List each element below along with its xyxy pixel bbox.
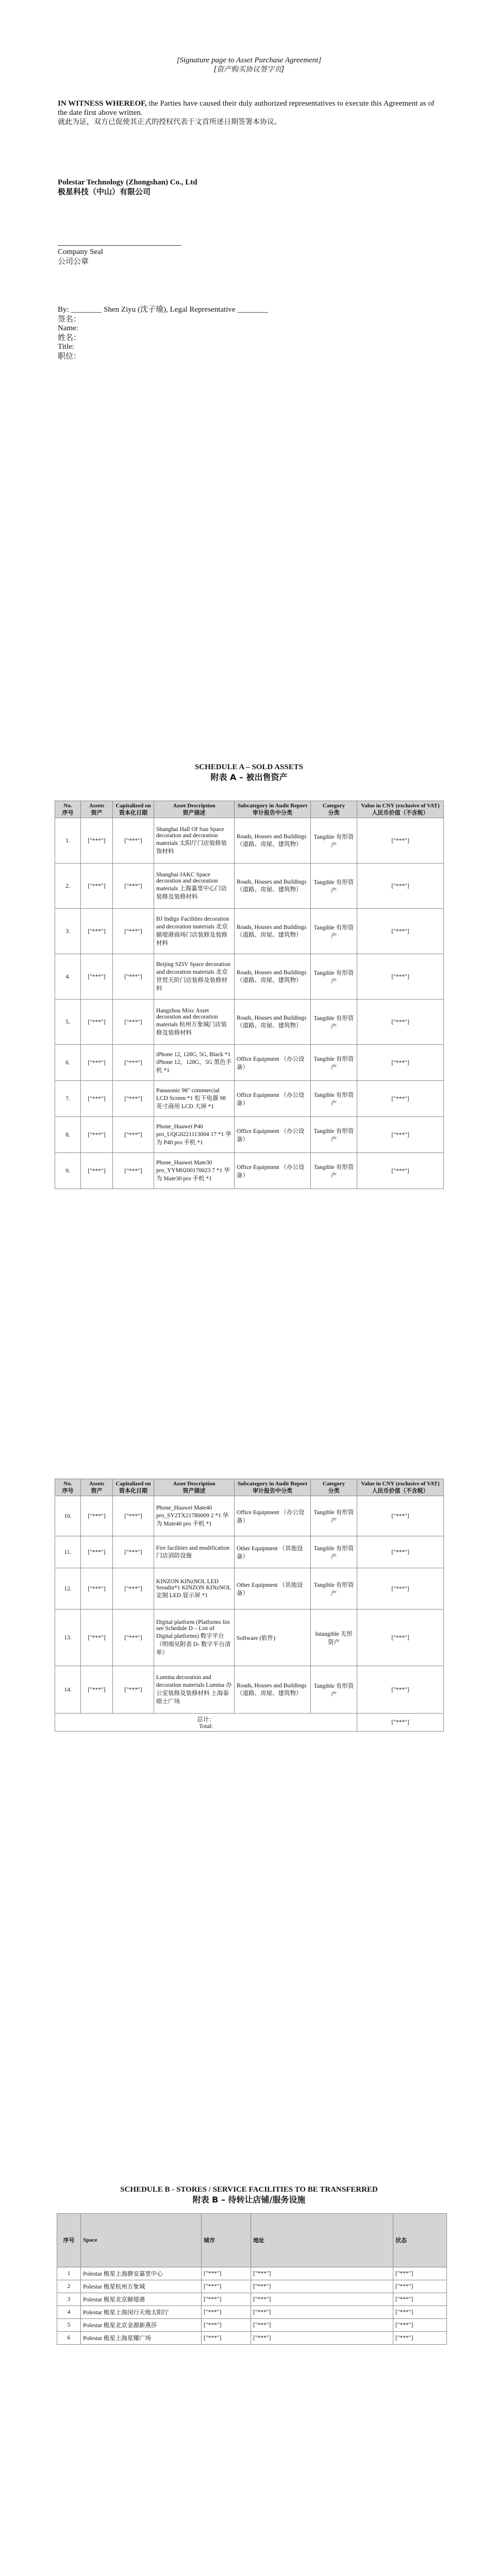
row-city: ["***"]: [202, 2267, 251, 2280]
row-no: 12.: [55, 1568, 81, 1609]
party-name-cn: 极星科技（中山）有限公司: [58, 187, 151, 196]
row-address: ["***"]: [251, 2306, 393, 2319]
row-subcategory: Software (软件): [235, 1609, 311, 1666]
row-category: Tangible 有形资产: [311, 1117, 357, 1153]
row-no: 6.: [55, 1045, 81, 1081]
row-city: ["***"]: [202, 2293, 251, 2306]
row-description: Shanghai JAKC Space decoration and decoration materials 上海嘉里中心门店装修及装修材料: [154, 863, 235, 909]
table-row: [55, 999, 444, 1045]
table-row: [55, 1609, 444, 1666]
seal-line: [58, 245, 181, 246]
table-row: [55, 818, 444, 863]
row-subcategory: Roads, Houses and Buildings （道路、房屋、建筑物）: [235, 1666, 311, 1714]
row-category: Tangible 有形资产: [311, 999, 357, 1045]
row-asset: ["***"]: [81, 1496, 113, 1536]
row-capitalized: ["***"]: [113, 818, 154, 863]
by-line: By: ________ Shen Ziyu (沈子瑜), Legal Representative ________: [58, 306, 269, 314]
row-category: Tangible 有形资产: [311, 1666, 357, 1714]
witness-clause: [58, 99, 439, 127]
witness-lead: IN WITNESS WHEREOF,: [58, 99, 147, 108]
row-asset: ["***"]: [81, 1536, 113, 1568]
row-capitalized: ["***"]: [113, 1536, 154, 1568]
row-asset: ["***"]: [81, 909, 113, 954]
row-subcategory: Office Equipment （办公设备）: [235, 1045, 311, 1081]
row-subcategory: Office Equipment （办公设备）: [235, 1117, 311, 1153]
row-description: KINZON KINzNOL LED Sreadin*1 KINZON KINzNOL 定制 LED 显示屏 *1: [154, 1568, 235, 1609]
schedule-b-title: [0, 2184, 498, 2205]
row-space: Polestar 极星上海星耀广场: [81, 2332, 202, 2345]
row-category: Tangible 有形资产: [311, 909, 357, 954]
total-row: [55, 1714, 444, 1732]
row-no: 7.: [55, 1081, 81, 1117]
row-no: 9.: [55, 1153, 81, 1189]
company-seal-en: Company Seal: [58, 248, 103, 256]
header-category: Category 分类: [311, 801, 357, 818]
title-label-cn: 职位：: [58, 351, 81, 361]
company-seal: [58, 247, 103, 266]
row-category: Tangible 有形资产: [311, 954, 357, 999]
table-row: [57, 2319, 447, 2332]
row-value: ["***"]: [357, 1609, 444, 1666]
row-asset: ["***"]: [81, 999, 113, 1045]
row-subcategory: Other Equipment （其他设备）: [235, 1568, 311, 1609]
row-value: ["***"]: [357, 1117, 444, 1153]
row-category: Tangible 有形资产: [311, 1045, 357, 1081]
row-asset: ["***"]: [81, 954, 113, 999]
schedule-a-title-cn: 附表 A – 被出售资产: [210, 772, 288, 782]
row-capitalized: ["***"]: [113, 1081, 154, 1117]
row-description: Digital platform (Platforms list see Schedule D – List of Digital platforms) 数字平台（明细见附表 D- 数字平台清单）: [154, 1609, 235, 1666]
row-description: Hangzhou Mixc Asset decoration and decoration materials 杭州万象城门店装修及装修材料: [154, 999, 235, 1045]
table-row: [55, 1666, 444, 1714]
party-name-en: Polestar Technology (Zhongshan) Co., Ltd: [58, 178, 197, 187]
row-value: ["***"]: [357, 954, 444, 999]
name-label: Name:: [58, 324, 78, 332]
row-asset: ["***"]: [81, 1666, 113, 1714]
schedule-a-header-row: [55, 801, 444, 818]
row-value: ["***"]: [357, 1568, 444, 1609]
sign-label-cn: 签名：: [58, 314, 81, 324]
table-row: [55, 1117, 444, 1153]
header-capitalized: Capitalized on 资本化日期: [113, 1479, 154, 1496]
schedule-a-table: [55, 801, 444, 1189]
header-description: Asset Description 资产描述: [154, 1479, 235, 1496]
table-row: [55, 1536, 444, 1568]
row-description: Lumina decoration and decoration materials Lumina 办公室装修及装修材料 上海泰晤士广场: [154, 1666, 235, 1714]
table-row: [55, 954, 444, 999]
row-no: 1.: [55, 818, 81, 863]
row-city: ["***"]: [202, 2280, 251, 2293]
row-value: ["***"]: [357, 1153, 444, 1189]
row-address: ["***"]: [251, 2267, 393, 2280]
row-address: ["***"]: [251, 2293, 393, 2306]
title-label: Title:: [58, 343, 74, 351]
table-row: [55, 1081, 444, 1117]
row-value: ["***"]: [357, 818, 444, 863]
row-category: Tangible 有形资产: [311, 1568, 357, 1609]
header-assets: Assets 资产: [81, 801, 113, 818]
row-description: Fire facilities and modification 门店消防设施: [154, 1536, 235, 1568]
row-description: Shanghai Hall Of Sun Space decoration and decoration materials 太阳厅门店装修装饰材料: [154, 818, 235, 863]
header-address: 地址: [251, 2214, 393, 2267]
row-capitalized: ["***"]: [113, 863, 154, 909]
row-value: ["***"]: [357, 1496, 444, 1536]
row-space: Polestar 极星杭州万象城: [81, 2280, 202, 2293]
header-subcategory: Subcategory in Audit Report 审计报告中分类: [235, 801, 311, 818]
row-no: 10.: [55, 1496, 81, 1536]
row-subcategory: Roads, Houses and Buildings （道路、房屋、建筑物）: [235, 863, 311, 909]
row-description: Phone_Huawei Mate40 pro_SY2TX21780009 2 *1 华为 Mate40 pro 手机 *1: [154, 1496, 235, 1536]
schedule-b-title-en: SCHEDULE B - STORES / SERVICE FACILITIES TO BE TRANSFERRED: [120, 2185, 378, 2194]
header-status: 状态: [393, 2214, 447, 2267]
signature-page-title-en: [Signature page to Asset Purchase Agreement]: [176, 56, 322, 64]
row-no: 5: [57, 2319, 81, 2332]
schedule-a-header-row: [55, 1479, 444, 1496]
row-value: ["***"]: [357, 999, 444, 1045]
row-capitalized: ["***"]: [113, 1609, 154, 1666]
row-no: 13.: [55, 1609, 81, 1666]
row-subcategory: Office Equipment （办公设备）: [235, 1496, 311, 1536]
row-description: BJ Indigo Facilities decoration and decoration materials 北京颐堤港商场门店装修及装修材料: [154, 909, 235, 954]
row-capitalized: ["***"]: [113, 1153, 154, 1189]
row-asset: ["***"]: [81, 1117, 113, 1153]
table-row: [57, 2306, 447, 2319]
row-no: 11.: [55, 1536, 81, 1568]
header-space: Space: [81, 2214, 202, 2267]
row-asset: ["***"]: [81, 1609, 113, 1666]
header-no: No. 序号: [55, 801, 81, 818]
header-assets: Assets 资产: [81, 1479, 113, 1496]
row-capitalized: ["***"]: [113, 1117, 154, 1153]
row-asset: ["***"]: [81, 1081, 113, 1117]
row-value: ["***"]: [357, 1666, 444, 1714]
row-capitalized: ["***"]: [113, 1045, 154, 1081]
row-category: Tangible 有形资产: [311, 1536, 357, 1568]
row-subcategory: Office Equipment （办公设备）: [235, 1153, 311, 1189]
row-city: ["***"]: [202, 2306, 251, 2319]
row-capitalized: ["***"]: [113, 954, 154, 999]
party-name: [58, 178, 197, 196]
table-row: [55, 863, 444, 909]
row-address: ["***"]: [251, 2319, 393, 2332]
row-category: Tangible 有形资产: [311, 1496, 357, 1536]
header-capitalized: Capitalized on 资本化日期: [113, 801, 154, 818]
row-value: ["***"]: [357, 909, 444, 954]
row-category: Tangible 有形资产: [311, 1153, 357, 1189]
row-subcategory: Other Equipment （其他设备）: [235, 1536, 311, 1568]
row-capitalized: ["***"]: [113, 1496, 154, 1536]
row-no: 3: [57, 2293, 81, 2306]
header-city: 城市: [202, 2214, 251, 2267]
witness-text-cn: 就此为证，双方已促使其正式的授权代表于文首所述日期签署本协议。: [58, 118, 281, 126]
row-category: Intangible 无形资产: [311, 1609, 357, 1666]
row-asset: ["***"]: [81, 1568, 113, 1609]
table-row: [57, 2332, 447, 2345]
row-capitalized: ["***"]: [113, 1666, 154, 1714]
row-no: 4.: [55, 954, 81, 999]
row-value: ["***"]: [357, 1045, 444, 1081]
schedule-b-header-row: [57, 2214, 447, 2267]
row-status: ["***"]: [393, 2319, 447, 2332]
table-row: [55, 1496, 444, 1536]
row-status: ["***"]: [393, 2267, 447, 2280]
row-space: Polestar 极星上海静安嘉里中心: [81, 2267, 202, 2280]
row-description: Phone_Huawei Mate30 pro_YYM0200170023 7 *1 华为 Mate30 pro 手机 *1: [154, 1153, 235, 1189]
row-address: ["***"]: [251, 2280, 393, 2293]
row-description: Beijing SZIV Space decoration and decoration materials 北京世贸天阶门店装修及装修材料: [154, 954, 235, 999]
table-row: [57, 2267, 447, 2280]
table-row: [55, 1045, 444, 1081]
row-capitalized: ["***"]: [113, 1568, 154, 1609]
row-value: ["***"]: [357, 863, 444, 909]
total-label: 总计： Total:: [55, 1714, 357, 1732]
schedule-b-title-cn: 附表 B – 待转让店铺/服务设施: [192, 2195, 306, 2205]
header-description: Asset Description 资产描述: [154, 801, 235, 818]
row-subcategory: Office Equipment （办公设备）: [235, 1081, 311, 1117]
row-no: 14.: [55, 1666, 81, 1714]
signature-page-title: [0, 56, 498, 74]
header-no: 序号: [57, 2214, 81, 2267]
row-asset: ["***"]: [81, 818, 113, 863]
row-subcategory: Roads, Houses and Buildings （道路、房屋、建筑物）: [235, 818, 311, 863]
row-subcategory: Roads, Houses and Buildings （道路、房屋、建筑物）: [235, 999, 311, 1045]
signature-page-title-cn: [资产购买协议签字页]: [213, 65, 285, 74]
row-no: 2: [57, 2280, 81, 2293]
row-category: Tangible 有形资产: [311, 1081, 357, 1117]
row-address: ["***"]: [251, 2332, 393, 2345]
row-category: Tangible 有形资产: [311, 818, 357, 863]
signature-block: [58, 305, 439, 361]
table-row: [57, 2293, 447, 2306]
row-asset: ["***"]: [81, 1153, 113, 1189]
row-status: ["***"]: [393, 2293, 447, 2306]
row-value: ["***"]: [357, 1081, 444, 1117]
row-subcategory: Roads, Houses and Buildings （道路、房屋、建筑物）: [235, 909, 311, 954]
row-asset: ["***"]: [81, 863, 113, 909]
row-capitalized: ["***"]: [113, 999, 154, 1045]
header-value: Value in CNY (exclusive of VAT) 人民币价值（不含税）: [357, 801, 444, 818]
schedule-a-title-en: SCHEDULE A – SOLD ASSETS: [194, 763, 304, 771]
row-no: 8.: [55, 1117, 81, 1153]
schedule-a-title: [0, 762, 498, 782]
row-no: 4: [57, 2306, 81, 2319]
name-label-cn: 姓名：: [58, 333, 81, 342]
row-city: ["***"]: [202, 2319, 251, 2332]
schedule-b-table: [57, 2213, 447, 2345]
row-status: ["***"]: [393, 2280, 447, 2293]
table-row: [57, 2280, 447, 2293]
row-city: ["***"]: [202, 2332, 251, 2345]
row-asset: ["***"]: [81, 1045, 113, 1081]
schedule-a-table-continued: [55, 1479, 444, 1732]
row-value: ["***"]: [357, 1536, 444, 1568]
row-no: 1: [57, 2267, 81, 2280]
row-description: Phone_Huawei P40 pro_UQG0221113004 17 *1 华为 P40 pro 手机 *1: [154, 1117, 235, 1153]
header-no: No. 序号: [55, 1479, 81, 1496]
total-value: ["***"]: [357, 1714, 444, 1732]
row-space: Polestar 极星北京颐堤港: [81, 2293, 202, 2306]
table-row: [55, 1153, 444, 1189]
row-no: 6: [57, 2332, 81, 2345]
row-description: Panasonic 98" commercial LCD Screen *1 松下电器 98 英寸商用 LCD 大屏 *1: [154, 1081, 235, 1117]
row-no: 2.: [55, 863, 81, 909]
row-status: ["***"]: [393, 2332, 447, 2345]
company-seal-cn: 公司公章: [58, 257, 89, 266]
header-subcategory: Subcategory in Audit Report 审计报告中分类: [235, 1479, 311, 1496]
header-category: Category 分类: [311, 1479, 357, 1496]
row-capitalized: ["***"]: [113, 909, 154, 954]
header-value: Value in CNY (exclusive of VAT) 人民币价值（不含税）: [357, 1479, 444, 1496]
row-no: 5.: [55, 999, 81, 1045]
row-space: Polestar 极星上海闵行天地太阳厅: [81, 2306, 202, 2319]
row-status: ["***"]: [393, 2306, 447, 2319]
row-category: Tangible 有形资产: [311, 863, 357, 909]
row-subcategory: Roads, Houses and Buildings （道路、房屋、建筑物）: [235, 954, 311, 999]
row-no: 3.: [55, 909, 81, 954]
witness-text: the Parties have caused their duly authorized representatives to execute this Agreement as of the date first above written.: [58, 99, 435, 117]
table-row: [55, 1568, 444, 1609]
table-row: [55, 909, 444, 954]
row-description: iPhone 12, 128G, 5G, Black *1 iPhone 12，128G，5G 黑色手机 *1: [154, 1045, 235, 1081]
row-space: Polestar 极星北京金源新燕莎: [81, 2319, 202, 2332]
